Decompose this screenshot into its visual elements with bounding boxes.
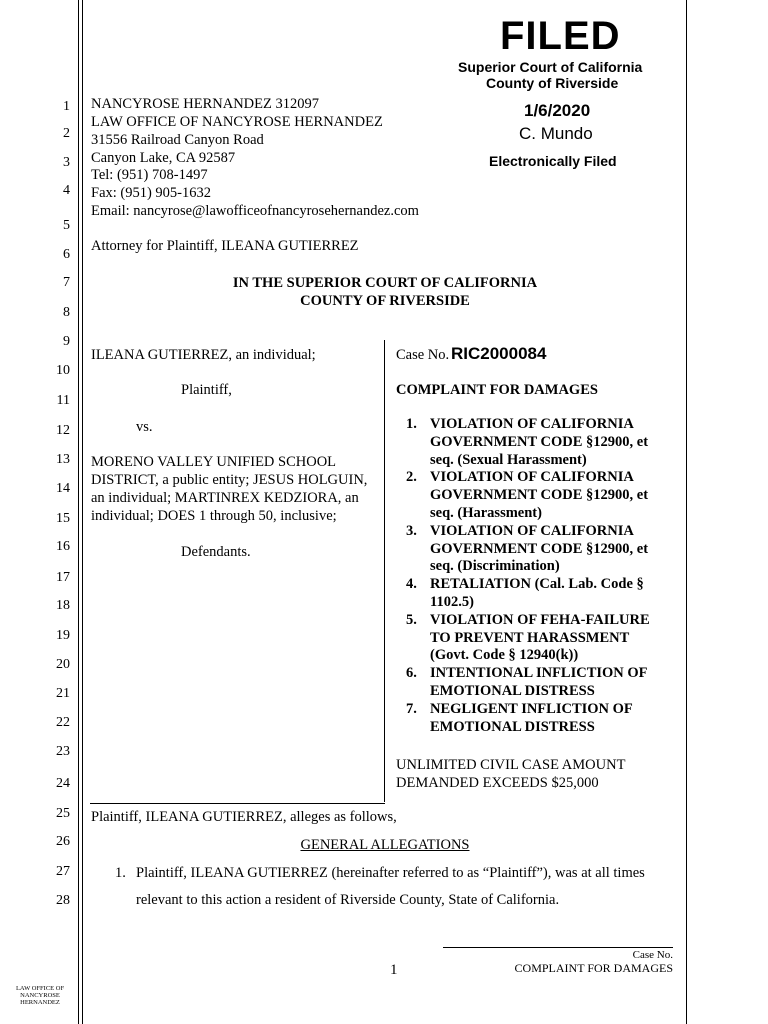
footer-firm-line2: NANCYROSE <box>20 992 60 999</box>
line-number: 10 <box>56 363 70 378</box>
line-number: 12 <box>56 423 70 438</box>
caption-vertical-rule <box>384 340 385 802</box>
court-title-line2: COUNTY OF RIVERSIDE <box>300 293 470 309</box>
footer-rule <box>443 947 673 948</box>
line-number: 14 <box>56 481 70 496</box>
cause-of-action-line: 1102.5) <box>430 593 474 610</box>
defendants-line1: MORENO VALLEY UNIFIED SCHOOL <box>91 454 337 470</box>
email: Email: nancyrose@lawofficeofnancyrosehernandez.com <box>91 203 419 219</box>
line-number: 25 <box>56 806 70 821</box>
paragraph-1-line2: relevant to this action a resident of Riverside County, State of California. <box>136 892 560 908</box>
stamp-court: Superior Court of California <box>458 59 643 75</box>
line-number: 27 <box>56 864 70 879</box>
cause-of-action-item <box>396 469 676 522</box>
footer-firm-line1: LAW OFFICE OF <box>15 985 65 992</box>
line-number: 17 <box>56 570 70 585</box>
footer-firm <box>2 985 78 1006</box>
line-number: 8 <box>63 305 70 320</box>
cause-of-action-line: EMOTIONAL DISTRESS <box>430 718 595 735</box>
case-number: RIC2000084 <box>451 344 547 363</box>
line-number: 19 <box>56 628 70 643</box>
left-margin-rule-inner <box>82 0 83 1024</box>
defendants-line3: an individual; MARTINREX KEDZIORA, an <box>91 490 359 506</box>
footer-title: COMPLAINT FOR DAMAGES <box>514 961 673 975</box>
vs-label: vs. <box>136 419 153 435</box>
line-number: 22 <box>56 715 70 730</box>
address-city: Canyon Lake, CA 92587 <box>91 150 236 166</box>
stamp-date: 1/6/2020 <box>524 101 591 120</box>
cause-of-action-line: NEGLIGENT INFLICTION OF <box>430 700 633 717</box>
page-number: 1 <box>390 962 398 978</box>
cause-of-action-number: 5. <box>406 611 417 628</box>
line-number: 26 <box>56 834 70 849</box>
cause-of-action-line: VIOLATION OF FEHA-FAILURE <box>430 611 650 628</box>
attorney-for: Attorney for Plaintiff, ILEANA GUTIERREZ <box>91 238 359 254</box>
law-office: LAW OFFICE OF NANCYROSE HERNANDEZ <box>91 114 383 130</box>
line-number: 1 <box>63 99 70 114</box>
line-number: 21 <box>56 686 70 701</box>
cause-of-action-number: 1. <box>406 416 417 432</box>
plaintiff-label: Plaintiff, <box>181 382 232 398</box>
cause-of-action-line: GOVERNMENT CODE §12900, et <box>430 540 649 557</box>
address-street: 31556 Railroad Canyon Road <box>91 132 264 148</box>
plaintiff-name: ILEANA GUTIERREZ, an individual; <box>91 347 316 363</box>
cause-of-action-item <box>396 665 676 701</box>
caption-bottom-rule <box>90 803 385 804</box>
cause-of-action-line: GOVERNMENT CODE §12900, et <box>430 487 649 504</box>
cause-of-action-line: GOVERNMENT CODE §12900, et <box>430 433 649 450</box>
cause-of-action-item <box>396 523 676 576</box>
cause-of-action-line: seq. (Harassment) <box>430 504 542 521</box>
paragraph-1-line1: Plaintiff, ILEANA GUTIERREZ (hereinafter referred to as “Plaintiff”), was at all times <box>136 865 645 881</box>
cause-of-action-item <box>396 612 676 665</box>
amount-line2: DEMANDED EXCEEDS $25,000 <box>396 775 599 791</box>
cause-of-action-line: VIOLATION OF CALIFORNIA <box>430 416 634 432</box>
cause-of-action-number: 3. <box>406 522 417 539</box>
causes-of-action-list <box>396 416 676 736</box>
stamp-clerk: C. Mundo <box>519 124 593 143</box>
footer-firm-line3: HERNANDEZ <box>20 999 60 1006</box>
cause-of-action-line: seq. (Sexual Harassment) <box>430 451 587 468</box>
cause-of-action-item <box>396 416 676 469</box>
fax: Fax: (951) 905-1632 <box>91 185 212 201</box>
defendants-line4: individual; DOES 1 through 50, inclusive; <box>91 508 337 524</box>
line-number: 28 <box>56 893 70 908</box>
line-number: 6 <box>63 247 70 262</box>
cause-of-action-line: TO PREVENT HARASSMENT <box>430 629 630 646</box>
cause-of-action-number: 2. <box>406 469 417 486</box>
filed-word: FILED <box>500 14 621 58</box>
cause-of-action-line: EMOTIONAL DISTRESS <box>430 682 595 699</box>
cause-of-action-line: seq. (Discrimination) <box>430 558 560 575</box>
defendants-line2: DISTRICT, a public entity; JESUS HOLGUIN, <box>91 472 368 488</box>
left-margin-rule-outer <box>78 0 79 1024</box>
stamp-efiled: Electronically Filed <box>489 153 617 169</box>
line-number: 4 <box>63 183 70 198</box>
line-number: 3 <box>63 155 70 170</box>
line-number: 5 <box>63 218 70 233</box>
stamp-county: County of Riverside <box>486 75 619 91</box>
cause-of-action-line: VIOLATION OF CALIFORNIA <box>430 469 634 486</box>
cause-of-action-number: 7. <box>406 700 417 717</box>
court-title-line1: IN THE SUPERIOR COURT OF CALIFORNIA <box>232 275 538 291</box>
line-number: 15 <box>56 511 70 526</box>
cause-of-action-line: VIOLATION OF CALIFORNIA <box>430 522 634 539</box>
line-number: 9 <box>63 334 70 349</box>
telephone: Tel: (951) 708-1497 <box>91 167 208 183</box>
intro-sentence: Plaintiff, ILEANA GUTIERREZ, alleges as follows, <box>91 809 397 825</box>
line-number: 7 <box>63 275 70 290</box>
cause-of-action-line: RETALIATION (Cal. Lab. Code § <box>430 576 644 593</box>
line-number: 23 <box>56 744 70 759</box>
right-margin-rule <box>686 0 687 1024</box>
line-number: 18 <box>56 598 70 613</box>
cause-of-action-item <box>396 576 676 612</box>
general-allegations-heading: GENERAL ALLEGATIONS <box>300 837 470 853</box>
line-number: 11 <box>56 393 70 408</box>
line-number: 20 <box>56 657 70 672</box>
cause-of-action-line: (Govt. Code § 12940(k)) <box>430 647 579 664</box>
attorney-name: NANCYROSE HERNANDEZ 312097 <box>91 96 319 112</box>
line-number: 13 <box>56 452 70 467</box>
footer-case-no: Case No. <box>632 949 673 961</box>
defendants-label: Defendants. <box>181 544 251 560</box>
line-number: 16 <box>56 539 70 554</box>
cause-of-action-number: 6. <box>406 665 417 682</box>
line-number: 2 <box>63 126 70 141</box>
amount-line1: UNLIMITED CIVIL CASE AMOUNT <box>396 757 626 773</box>
paragraph-1-number: 1. <box>115 865 126 881</box>
cause-of-action-item <box>396 701 676 737</box>
complaint-title: COMPLAINT FOR DAMAGES <box>396 382 598 398</box>
cause-of-action-line: INTENTIONAL INFLICTION OF <box>430 665 648 682</box>
case-no-label: Case No. <box>396 347 450 363</box>
cause-of-action-number: 4. <box>406 576 417 593</box>
line-number: 24 <box>56 776 70 791</box>
